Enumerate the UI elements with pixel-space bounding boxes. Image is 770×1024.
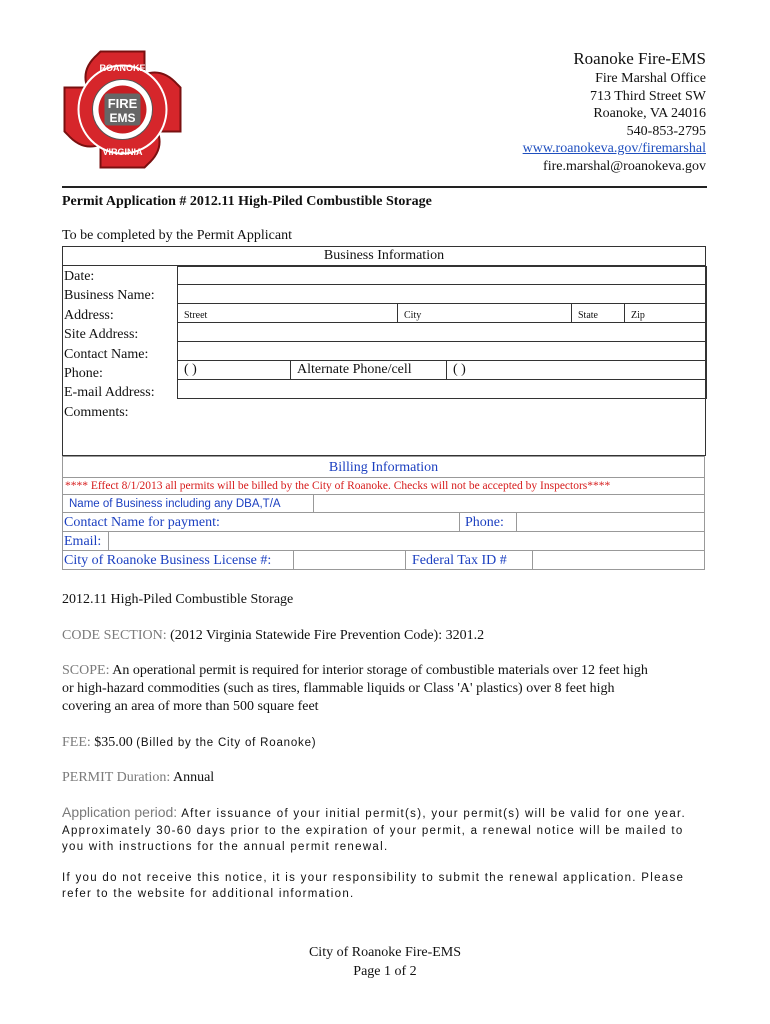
business-name-field[interactable] [177, 284, 707, 304]
billing-email-field[interactable] [108, 531, 705, 551]
date-field[interactable] [177, 266, 707, 285]
application-period-line3: you with instructions for the annual permit renewal. [62, 841, 389, 853]
logo-top-text: ROANOKE [99, 63, 146, 73]
billing-tax-label: Federal Tax ID # [412, 553, 507, 568]
billing-license-label-cell [62, 550, 294, 570]
billing-heading: Billing Information [328, 460, 439, 475]
application-period-block [62, 803, 722, 855]
permit-name: 2012.11 High-Piled Combustible Storage [62, 592, 294, 607]
phone-paren: ( ) [184, 362, 197, 377]
billing-email-label-cell [62, 531, 109, 551]
alt-phone-label-cell [290, 360, 447, 380]
address-state-label: State [578, 310, 598, 321]
scope-line2: or high-hazard commodities (such as tires, flammable liquids or Class 'A' plastics) over 8 feet high [62, 681, 615, 696]
billing-business-name-field[interactable] [313, 494, 705, 513]
phone-field[interactable] [177, 360, 291, 380]
header-address-block [523, 48, 706, 175]
comments-field[interactable] [177, 399, 706, 455]
billing-heading-cell [62, 456, 705, 478]
renewal-notice-line2: refer to the website for additional information. [62, 888, 355, 900]
email-address-field[interactable] [177, 379, 707, 399]
label-contact-name: Contact Name: [64, 346, 149, 362]
address-street-label: Street [184, 310, 208, 321]
header-city: Roanoke, VA 24016 [593, 106, 706, 121]
label-site-address: Site Address: [64, 327, 139, 343]
billing-notice: **** Effect 8/1/2013 all permits will be billed by the City of Roanoke. Checks will not be accepted by Inspectors**** [65, 480, 611, 492]
business-labels [64, 267, 155, 422]
fire-ems-logo [60, 47, 185, 172]
renewal-notice-line1: If you do not receive this notice, it is your responsibility to submit the renewal application. Please [62, 872, 685, 884]
header-office: Fire Marshal Office [595, 71, 706, 86]
footer [0, 943, 770, 981]
scope-label: SCOPE: [62, 663, 110, 678]
label-address: Address: [64, 307, 114, 323]
fee-label: FEE: [62, 735, 91, 750]
label-business-name: Business Name: [64, 288, 155, 304]
duration-label: PERMIT Duration: [62, 770, 171, 785]
page-subtitle: To be completed by the Permit Applicant [62, 228, 292, 243]
alt-phone-label: Alternate Phone/cell [297, 362, 412, 377]
header-street: 713 Third Street SW [589, 88, 706, 104]
footer-org: City of Roanoke Fire-EMS [308, 945, 462, 960]
scope-block [62, 662, 712, 716]
duration-block [62, 769, 712, 787]
code-section-label: CODE SECTION: [62, 628, 167, 643]
label-email-address: E-mail Address: [64, 385, 155, 401]
billing-notice-cell [62, 477, 705, 495]
billing-contact-label-cell [62, 512, 460, 532]
header-phone: 540-853-2795 [626, 123, 706, 139]
header-divider [62, 186, 707, 188]
billing-phone-label-cell [459, 512, 517, 532]
alt-phone-field[interactable] [446, 360, 707, 380]
page-title: Permit Application # 2012.11 High-Piled Combustible Storage [62, 194, 432, 209]
billing-email-label: Email: [64, 534, 102, 549]
header-email: fire.marshal@roanokeva.gov [543, 158, 706, 174]
billing-license-label: City of Roanoke Business License #: [64, 553, 272, 568]
site-address-field[interactable] [177, 322, 707, 342]
billing-business-name-label: Name of Business including any DBA,T/A [69, 498, 281, 510]
header-org: Roanoke Fire-EMS [573, 49, 706, 68]
billing-tax-field[interactable] [532, 550, 705, 570]
footer-page-number: Page 1 of 2 [353, 964, 417, 979]
address-state-field[interactable] [571, 303, 625, 323]
alt-phone-paren: ( ) [453, 362, 466, 377]
renewal-notice-block [62, 870, 722, 902]
fee-value: $35.00 [94, 735, 133, 750]
application-period-label: Application period: [62, 804, 178, 820]
address-zip-field[interactable] [624, 303, 707, 323]
label-date: Date: [64, 269, 95, 284]
business-info-table [62, 246, 706, 456]
code-section [62, 627, 712, 645]
billing-phone-label: Phone: [465, 515, 504, 530]
billing-phone-field[interactable] [516, 512, 705, 532]
logo-center-line1: FIRE [107, 96, 138, 111]
fee-note: (Billed by the City of Roanoke) [136, 737, 317, 749]
duration-value: Annual [172, 770, 215, 785]
scope-line1: An operational permit is required for interior storage of combustible materials over 12 feet high [112, 663, 648, 678]
address-street-field[interactable] [177, 303, 398, 323]
scope-line3: covering an area of more than 500 square feet [62, 699, 319, 714]
code-section-value: (2012 Virginia Statewide Fire Prevention Code): 3201.2 [170, 628, 485, 643]
address-city-label: City [404, 310, 422, 321]
header-website-link[interactable]: www.roanokeva.gov/firemarshal [522, 141, 706, 156]
fee-block [62, 734, 712, 752]
label-comments: Comments: [64, 404, 129, 420]
billing-tax-label-cell [405, 550, 533, 570]
label-phone: Phone: [64, 366, 103, 382]
billing-info-table [62, 456, 705, 571]
logo-bottom-text: VIRGINIA [102, 147, 143, 157]
billing-contact-label: Contact Name for payment: [64, 515, 220, 530]
billing-license-field[interactable] [293, 550, 406, 570]
address-city-field[interactable] [397, 303, 572, 323]
application-period-line2: Approximately 30-60 days prior to the expiration of your permit, a renewal notice will be mailed to [62, 825, 684, 837]
business-info-heading: Business Information [63, 247, 705, 266]
logo-center-line2: EMS [109, 111, 136, 125]
address-zip-label: Zip [631, 310, 645, 321]
contact-name-field[interactable] [177, 341, 707, 361]
billing-business-name-label-cell [62, 494, 314, 513]
application-period-line1: After issuance of your initial permit(s), your permit(s) will be valid for one year. [181, 808, 687, 820]
